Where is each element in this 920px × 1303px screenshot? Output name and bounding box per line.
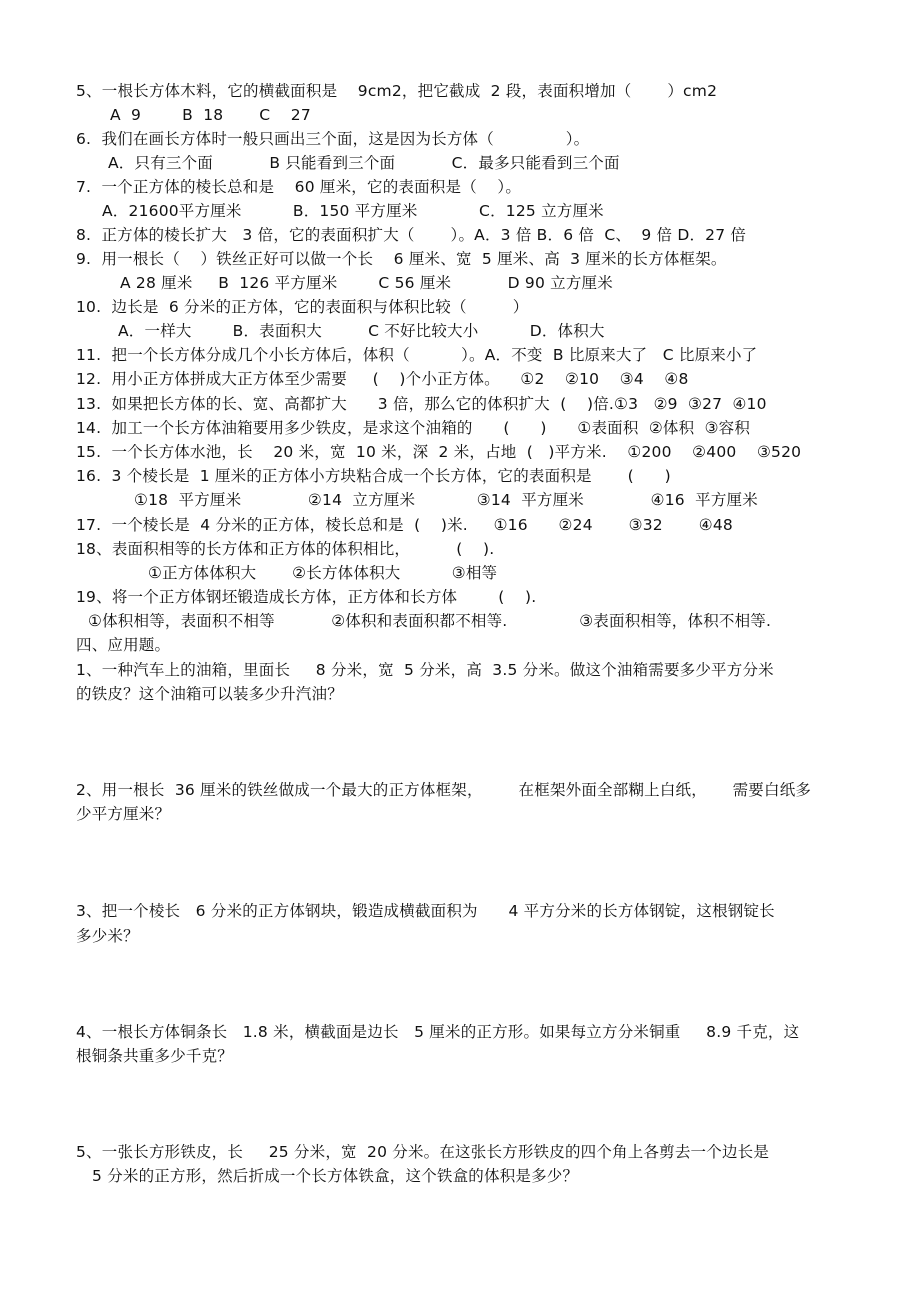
question-19-options: ①体积相等，表面积不相等 ②体积和表面积都不相等. ③表面积相等，体积不相等. (88, 612, 772, 630)
question-11: 11. 把一个长方体分成几个小长方体后，体积（ ）。A．不变 B 比原来大了 C 比原来小了 (76, 346, 758, 364)
problem-2-line-2: 少平方厘米？ (76, 805, 171, 823)
question-15: 15. 一个长方体水池，长 20 米，宽 10 米，深 2 米，占地 ( )平方米. ①200 ②400 ③520 (76, 443, 802, 461)
question-16: 16. 3 个棱长是 1 厘米的正方体小方块粘合成一个长方体，它的表面积是 ( ) (76, 467, 671, 485)
question-9-options: A 28 厘米 B 126 平方厘米 C 56 厘米 D 90 立方厘米 (120, 274, 613, 292)
question-18-options: ①正方体体积大 ②长方体体积大 ③相等 (148, 564, 498, 582)
question-13: 13. 如果把长方体的长、宽、高都扩大 3 倍，那么它的体积扩大 ( )倍.①3 ②9 ③27 ④10 (76, 395, 767, 413)
question-18: 18、表面积相等的长方体和正方体的体积相比， ( ). (76, 540, 495, 558)
problem-3-line-1: 3、把一个棱长 6 分米的正方体钢块，锻造成横截面积为 4 平方分米的长方体钢锭，这根钢锭长 (76, 902, 775, 920)
question-5-options: A 9 B 18 C 27 (110, 106, 311, 124)
question-10-options: A．一样大 B．表面积大 C 不好比较大小 D．体积大 (118, 322, 605, 340)
question-7-options: A．21600平方厘米 B．150 平方厘米 C．125 立方厘米 (102, 202, 604, 220)
question-5: 5、一根长方体木料，它的横截面积是 9cm2，把它截成 2 段，表面积增加（ ）cm2 (76, 82, 718, 100)
question-14: 14. 加工一个长方体油箱要用多少铁皮，是求这个油箱的 ( ) ①表面积 ②体积 ③容积 (76, 419, 751, 437)
problem-5-line-2: 5 分米的正方形，然后折成一个长方体铁盒，这个铁盒的体积是多少？ (92, 1167, 579, 1185)
problem-3-line-2: 多少米？ (76, 927, 139, 945)
problem-2-line-1: 2、用一根长 36 厘米的铁丝做成一个最大的正方体框架， 在框架外面全部糊上白纸， 需要白纸多 (76, 781, 812, 799)
section-heading: 四、应用题。 (76, 636, 171, 654)
question-8: 8. 正方体的棱长扩大 3 倍，它的表面积扩大（ ）。A．3 倍 B．6 倍 C、 9 倍 D．27 倍 (76, 226, 747, 244)
problem-1-line-2: 的铁皮？这个油箱可以装多少升汽油？ (76, 685, 343, 703)
question-9: 9. 用一根长（ ）铁丝正好可以做一个长 6 厘米、宽 5 厘米、高 3 厘米的长方体框架。 (76, 250, 727, 268)
question-16-options: ①18 平方厘米 ②14 立方厘米 ③14 平方厘米 ④16 平方厘米 (134, 491, 758, 509)
question-7: 7. 一个正方体的棱长总和是 60 厘米，它的表面积是（ ）。 (76, 178, 522, 196)
question-12: 12. 用小正方体拼成大正方体至少需要 ( )个小正方体。 ①2 ②10 ③4 ④8 (76, 370, 689, 388)
problem-1-line-1: 1、一种汽车上的油箱，里面长 8 分米，宽 5 分米，高 3.5 分米。做这个油箱需要多少平方分米 (76, 661, 774, 679)
problem-4-line-2: 根铜条共重多少千克？ (76, 1047, 234, 1065)
question-10: 10. 边长是 6 分米的正方体，它的表面积与体积比较（ ） (76, 298, 529, 316)
question-6: 6. 我们在画长方体时一般只画出三个面，这是因为长方体（ ）。 (76, 130, 590, 148)
problem-4-line-1: 4、一根长方体铜条长 1.8 米，横截面是边长 5 厘米的正方形。如果每立方分米铜重 8.9 千克，这 (76, 1023, 800, 1041)
question-19: 19、将一个正方体钢坯锻造成长方体，正方体和长方体 ( ). (76, 588, 537, 606)
question-17: 17. 一个棱长是 4 分米的正方体，棱长总和是 ( )米. ①16 ②24 ③32 ④48 (76, 516, 733, 534)
question-6-options: A．只有三个面 B 只能看到三个面 C．最多只能看到三个面 (108, 154, 620, 172)
problem-5-line-1: 5、一张长方形铁皮，长 25 分米，宽 20 分米。在这张长方形铁皮的四个角上各剪去一个边长是 (76, 1143, 770, 1161)
